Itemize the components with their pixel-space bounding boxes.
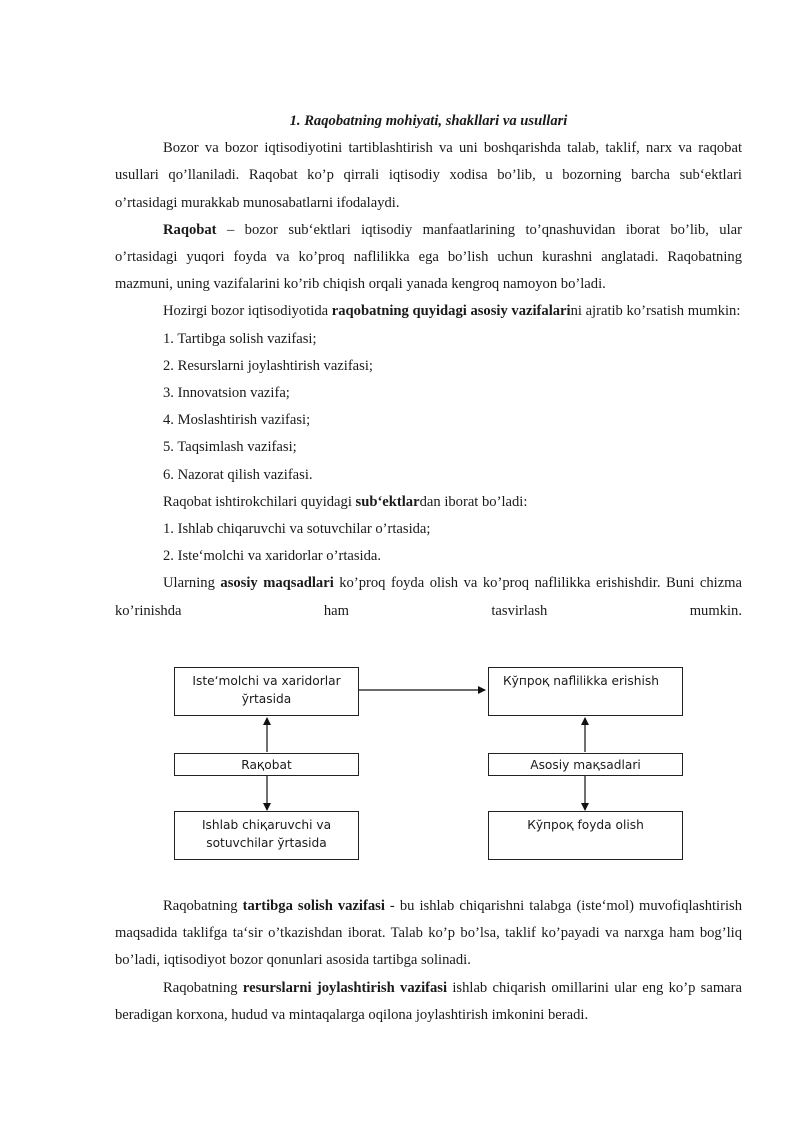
regulation-after: - bu ishlab chiqarishni talabga (iste‘mol) muvofiqlashtirish maqsadida taklifga ta‘sir o’tkazishdan iborat. Talab ko’p bo’lsa, taklif ko’payadi va narxga ham bog’liq bo’ladi, iqtisodiyot bozor qonunlari asosida tartibga solinadi. <box>115 898 742 969</box>
subjects-intro-paragraph <box>115 489 742 516</box>
document-body <box>115 108 742 625</box>
goals-bold: asosiy maqsadlari <box>220 575 334 592</box>
allocation-bold: resurslarni joylashtirish vazifasi <box>242 979 448 996</box>
allocation-before: Raqobatning <box>163 979 243 996</box>
regulation-paragraph <box>115 893 742 975</box>
goals-paragraph <box>115 570 742 624</box>
box-goals: Asosiy maқsadlari <box>488 753 683 776</box>
allocation-after: ishlab chiqarish omillarini ular eng ko’p samara beradigan korxona, hudud va mintaqalarga oqilona joylashtirish imkonini beradi. <box>115 979 742 1023</box>
box-profit: Кўпроқ foyda olish <box>488 811 683 860</box>
box-consumers: Iste‘molchi va xaridorlar ўrtasida <box>174 667 359 716</box>
subjects-intro-before: Raqobat ishtirokchilari quyidagi <box>163 493 356 510</box>
box-utility: Кўпроқ naflilikka erishish <box>488 667 683 716</box>
document-body-continued <box>115 893 742 1029</box>
list-item: 2. Resurslarni joylashtirish vazifasi; <box>163 357 373 374</box>
section-title: 1. Raqobatning mohiyati, shakllari va usullari <box>289 113 568 129</box>
list-item: 3. Innovatsion vazifa; <box>163 385 290 402</box>
functions-intro-before: Hozirgi bozor iqtisodiyotida <box>163 303 332 320</box>
definition-text: – bozor sub‘ektlari iqtisodiy manfaatlarining to’qnashuvidan iborat bo’lib, ular o’rtasidagi yuqori foyda va ko’proq naflilikka ega bo’lish uchun kurashni anglatadi. Raqobatning mazmuni, uning vazifalarini ko’rib chiqish orqali yanada kengroq namoyon bo’ladi. <box>115 221 742 293</box>
subjects-intro-bold: sub‘ektlar <box>355 493 420 510</box>
box-producers: Ishlab chiқaruvchi va sotuvchilar ўrtasida <box>174 811 359 860</box>
allocation-paragraph <box>115 975 742 1029</box>
subjects-intro-after: dan iborat bo’ladi: <box>419 493 528 510</box>
functions-intro-after: ni ajratib ko’rsatish mumkin: <box>570 303 741 320</box>
list-item: 1. Ishlab chiqaruvchi va sotuvchilar o’rtasida; <box>163 521 431 538</box>
definition-paragraph <box>115 217 742 299</box>
regulation-bold: tartibga solish vazifasi <box>242 898 385 914</box>
box-competition: Raқobat <box>174 753 359 776</box>
list-item: 2. Iste‘molchi va xaridorlar o’rtasida. <box>163 548 382 565</box>
intro-paragraph: Bozor va bozor iqtisodiyotini tartiblashtirish va uni boshqarishda talab, taklif, narx va raqobat usullari qo’llaniladi. Raqobat ko’p qirrali iqtisodiy xodisa bo’lib, u bozorning barcha sub‘ektlari o’rtasidagi murakkab munosabatlarni ifodalaydi. <box>115 140 742 211</box>
functions-intro-paragraph <box>115 298 742 325</box>
functions-intro-bold: raqobatning quyidagi asosiy vazifalari <box>331 303 571 320</box>
regulation-before: Raqobatning <box>163 898 243 914</box>
list-item: 6. Nazorat qilish vazifasi. <box>163 466 313 483</box>
definition-term: Raqobat <box>163 221 217 238</box>
list-item: 5. Taqsimlash vazifasi; <box>163 439 297 456</box>
list-item: 1. Tartibga solish vazifasi; <box>163 330 317 347</box>
list-item: 4. Moslashtirish vazifasi; <box>163 412 311 429</box>
goals-before: Ularning <box>163 575 221 592</box>
goals-after: ko’proq foyda olish va ko’proq naflilikka erishishdir. Buni chizma ko’rinishda ham tasvirlash mumkin. <box>115 575 742 619</box>
